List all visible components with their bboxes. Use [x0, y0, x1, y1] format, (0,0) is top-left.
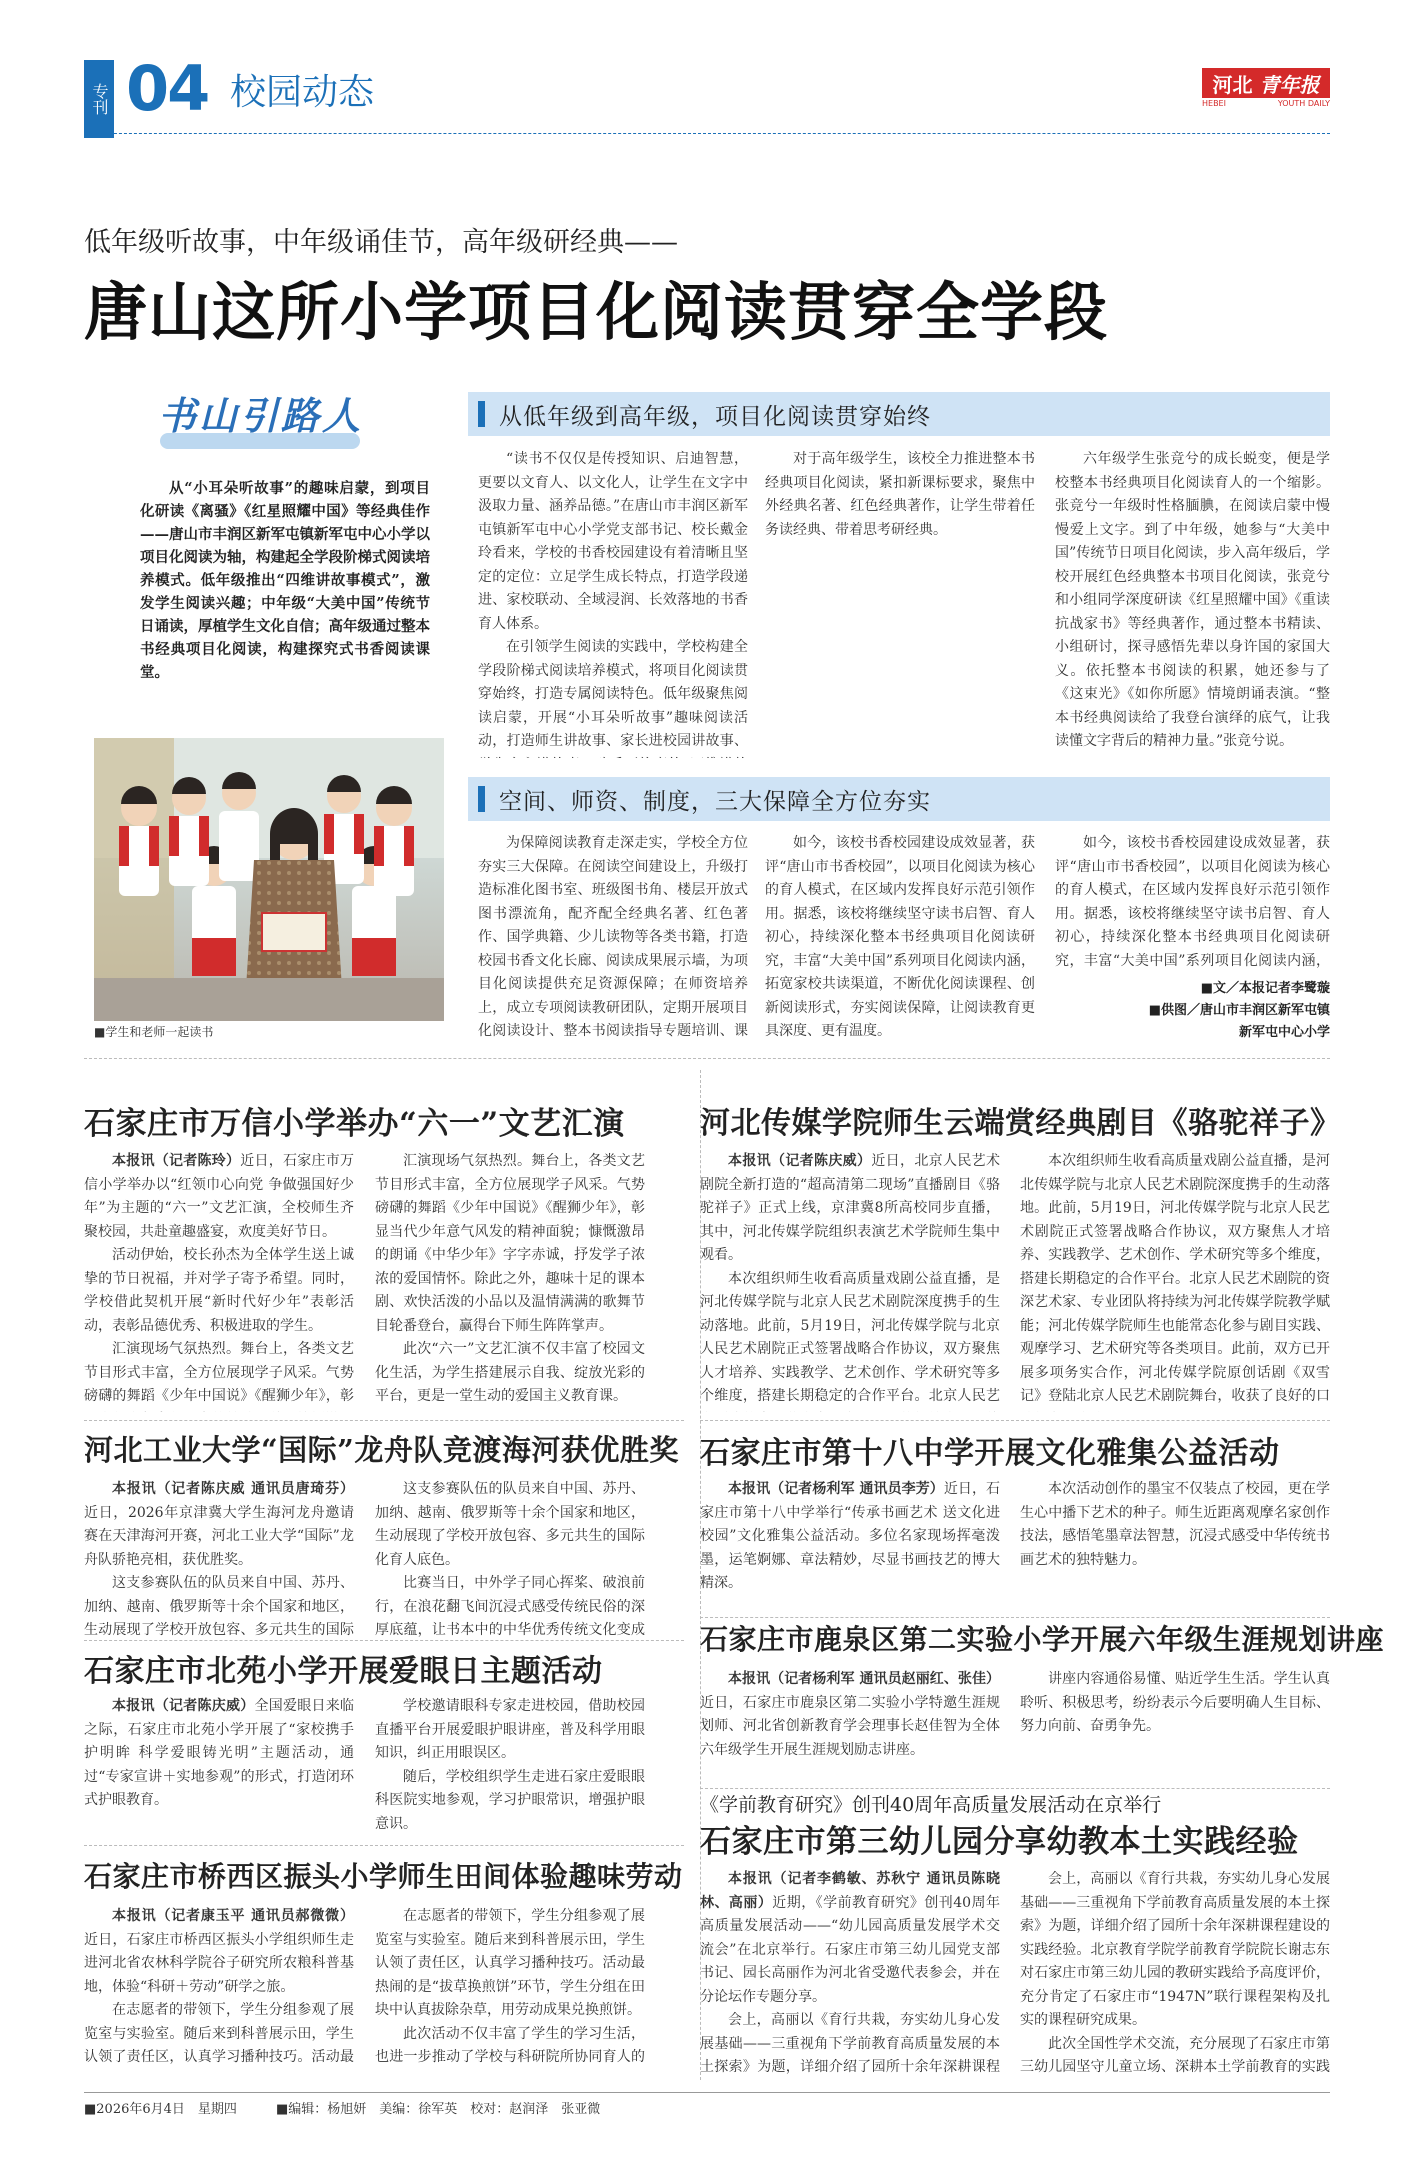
- logo-en2: YOUTH DAILY: [1277, 99, 1330, 108]
- article-title-luquan: 石家庄市鹿泉区第二实验小学开展六年级生涯规划讲座: [700, 1623, 1385, 1656]
- column-logo: [150, 385, 370, 455]
- lead-headline: 唐山这所小学项目化阅读贯穿全学段: [84, 275, 1108, 349]
- lead-photo: [94, 738, 444, 1021]
- article-body-qiaoxi-2: 在志愿者的带领下，学生分组参观了展览室与实验室。随后来到科普展示田，学生认领了责任区，认真学习播种技巧。活动最热闹的是“拔草换煎饼”环节，学生分组在田块中认真拔除杂草，用劳动成果兑换煎饼。 此次活动不仅丰富了学生的学习生活，也进一步推动了学校与科研院所协同育人的: [375, 1908, 645, 2065]
- article-kicker-kindergarten: 《学前教育研究》创刊40周年高质量发展活动在京举行: [700, 1794, 1162, 1816]
- sec2-column-2: 如今，该校书香校园建设成效显著，获评“唐山市书香校园”，以项目化阅读为核心的育人模式，在区域内发挥良好示范引领作用。据悉，该校将继续坚守读书启智、育人初心，持续深化整本书经典项目化阅读研究，丰富“大美中国”系列项目化阅读内涵，拓宽家校共读渠道，不断优化阅读课程、创新阅读形式，夯实阅读保障，让阅读教育更具深度、更有温度。: [765, 835, 1035, 1039]
- column-logo-text: 书山引路人: [158, 394, 364, 438]
- article-title-qiaoxi: 石家庄市桥西区振头小学师生田间体验趣味劳动: [84, 1860, 683, 1893]
- sec1-column-1: “读书不仅仅是传授知识、启迪智慧，更要以文育人、以文化人，让学生在文字中汲取力量、涵养品德。”在唐山市丰润区新军屯镇新军屯中心小学党支部书记、校长戴金玲看来，学校的书香校园建设有着清晰且坚定的定位：立足学生成长特点，打造学段递进、家校联动、全域浸润、长效落地的书香育人体系。 在引领学生阅读的实践中，学校构建全学段阶梯式阅读培养模式，将项目化阅读贯穿始终，打造专属阅读特色。低年级聚焦阅读启蒙，开展“小耳朵听故事”趣味阅读活动，打造师生讲故事、家长进校园讲故事、: [478, 451, 748, 749]
- logo-brand: 青年报: [1259, 72, 1320, 97]
- article-title-hbut: 河北工业大学“国际”龙舟队竞渡海河获优胜奖: [84, 1433, 679, 1467]
- logo-cn: 河北: [1212, 72, 1253, 97]
- divider-hbut: [84, 1640, 684, 1641]
- article-body-luquan-1: 本报讯（记者杨利军 通讯员赵丽红、张佳）近日，石家庄市鹿泉区第二实验小学特邀生涯规划师、河北省创新教育学会理事长赵佳智为全体六年级学生开展生涯规划励志讲座。: [700, 1671, 1000, 1758]
- section-bar-2: [468, 777, 1330, 821]
- section-title-1: 从低年级到高年级，项目化阅读贯穿始终: [499, 403, 931, 430]
- article-title-cuc: 河北传媒学院师生云端赏经典剧目《骆驼祥子》: [700, 1106, 1341, 1141]
- sec1-column-3: 六年级学生张竞兮的成长蜕变，便是学校整本书经典项目化阅读育人的一个缩影。张竞兮一年级时性格腼腆，在阅读启蒙中慢慢爱上文字。到了中年级，她参与“大美中国”传统节日项目化阅读，步入高年级后，学校开展红色经典整本书项目化阅读，张竞兮和小组同学深度研读《红星照耀中国》《重读抗战家书》等经典著作，通过整本书精读、小组研讨，探寻感悟先辈以身许国的家国大义。依托整本书阅读的积累，她还参与了《这束光》《如你所愿》情境朗诵表演。“整本书经典阅读给了我登台演绎的底气，让我读懂文字背后的精神力量。”张竞兮说。: [1055, 451, 1330, 749]
- credit-writer: ■文／本报记者李鹭璇: [1200, 981, 1330, 996]
- article-body-no18-1: 本报讯（记者杨利军 通讯员李芳）近日，石家庄市第十八中学举行“传承书画艺术 送文化进校园”文化雅集公益活动。多位名家现场挥毫泼墨，运笔婀娜、章法精妙，尽显书画技艺的博大精深。: [700, 1481, 1000, 1591]
- photo-caption: ■学生和老师一起读书: [94, 1025, 214, 1039]
- article-body-wanxin-1: 本报讯（记者陈玲）近日，石家庄市万信小学举办以“红领巾心向党 争做强国好少年”为主题的“六一”文艺汇演，全校师生齐聚校园，共赴童趣盛宴，欢度美好节日。 活动伊始，校长孙杰为全体学生送上诚挚的节日祝福，并对学子寄予希望。同时，学校借此契机开展“新时代好少年”表彰活动，表彰品德优秀、积极进取的学生。 汇演现场气氛热烈。舞台上，各类文艺节目形式丰富，全方位展现学子风采。气势磅礴的舞蹈《少年中国说》《醒狮少年》，彰: [84, 1153, 354, 1404]
- article-body-beiyuan-1: 本报讯（记者陈庆威）全国爱眼日来临之际，石家庄市北苑小学开展了“家校携手护明眸 科学爱眼铸光明”主题活动，通过“专家宣讲＋实地参观”的形式，打造闭环式护眼教育。: [84, 1698, 354, 1808]
- article-body-kindergarten-2: 会上，高丽以《育行共栽，夯实幼儿身心发展基础——三重视角下学前教育高质量发展的本土探索》为题，详细介绍了园所十余年深耕课程建设的实践经验。北京教育学院学前教育学院院长谢志东对石家庄市第三幼儿园的教研实践给予高度评价，充分肯定了石家庄市“1947N”联行课程架构及扎实的课程研究成果。 此次全国性学术交流，充分展现了石家庄市第三幼儿园坚守儿童立场、深耕本土学前教育的实践: [1020, 1871, 1330, 2075]
- article-body-qiaoxi-1: 本报讯（记者康玉平 通讯员郝微微）近日，石家庄市桥西区振头小学组织师生走进河北省农林科学院谷子研究所农粮科普基地，体验“科研＋劳动”研学之旅。 在志愿者的带领下，学生分组参观了展览室与实验室。随后来到科普展示田，学生认领了责任区，认真学习播种技巧。活动最: [84, 1908, 354, 2065]
- article-title-no18: 石家庄市第十八中学开展文化雅集公益活动: [700, 1436, 1280, 1471]
- students-reading-illustration: [94, 738, 444, 1021]
- header: [84, 52, 1324, 136]
- lead-kicker: 低年级听故事，中年级诵佳节，高年级研经典——: [84, 227, 678, 258]
- footer-rule: [84, 2092, 1330, 2093]
- section-bar-1: [468, 392, 1330, 436]
- newspaper-logo: [1202, 68, 1330, 108]
- sec2-column-1: 为保障阅读教育走深走实，学校全方位夯实三大保障。在阅读空间建设上，升级打造标准化图书室、班级图书角、楼层开放式图书漂流角，配齐配全经典名著、红色著作、国学典籍、少儿读物等各类书籍，打造校园书香文化长廊、阅读成果展示墙，为项目化阅读提供充足资源保障；在师资培养上，成立专项阅读教研团队，定期开展项目化阅读设计、整本书阅读指导专题培训、课: [478, 835, 748, 1039]
- article-body-no18-2: 本次活动创作的墨宝不仅装点了校园，更在学生心中播下艺术的种子。师生近距离观摩名家创作技法，感悟笔墨章法智慧，沉浸式感受中华传统书画艺术的独特魅力。: [1020, 1481, 1330, 1568]
- logo-en1: HEBEI: [1202, 99, 1226, 108]
- divider-wanxin: [84, 1420, 684, 1421]
- divider-cuc: [700, 1420, 1330, 1421]
- header-tab: 专刊: [84, 60, 114, 138]
- article-body-beiyuan-2: 学校邀请眼科专家走进校园，借助校园直播平台开展爱眼护眼讲座，普及科学用眼知识，纠正用眼误区。 随后，学校组织学生走进石家庄爱眼眼科医院实地参观，学习护眼常识，增强护眼意识。: [375, 1698, 645, 1832]
- article-body-luquan-2: 讲座内容通俗易懂、贴近学生生活。学生认真聆听、积极思考，纷纷表示今后要明确人生目标、努力向前、奋勇争先。: [1020, 1671, 1330, 1734]
- article-body-hbut-1: 本报讯（记者陈庆威 通讯员唐琦芬）近日，2026年京津冀大学生海河龙舟邀请赛在天津海河开赛，河北工业大学“国际”龙舟队骄艳亮相，获优胜奖。 这支参赛队伍的队员来自中国、苏丹、加纳、越南、俄罗斯等十余个国家和地区，生动展现了学校开放包容、多元共生的国际: [84, 1481, 354, 1638]
- article-title-wanxin: 石家庄市万信小学举办“六一”文艺汇演: [84, 1106, 625, 1142]
- divider-luquan: [700, 1788, 1330, 1789]
- lead-summary: 从“小耳朵听故事”的趣味启蒙，到项目化研读《离骚》《红星照耀中国》等经典佳作——唐山市丰润区新军屯镇新军屯中心小学以项目化阅读为轴，构建起全学段阶梯式阅读培养模式。低年级推出“四维讲故事模式”，激发学生阅读兴趣；中年级“大美中国”传统节日诵读，厚植学生文化自信；高年级通过整本书经典项目化阅读，构建探究式书香阅读课堂。: [140, 480, 430, 681]
- article-body-cuc-1: 本报讯（记者陈庆威）近日，北京人民艺术剧院全新打造的“超高清第二现场”直播剧目《骆驼祥子》正式上线，京津冀8所高校同步直播，其中，河北传媒学院组织表演艺术学院师生集中观看。 本次组织师生收看高质量戏剧公益直播，是河北传媒学院与北京人民艺术剧院深度携手的生动落地。此前，5月19日，河北传媒学院与北京人民艺术剧院正式签署战略合作协议，双方聚焦人才培养、实践教学、艺术创作、学术研究等多个维度，搭建长期稳定的合作平台。北京人民艺: [700, 1153, 1000, 1404]
- credit-photo-source: 新军屯中心小学: [1238, 1025, 1330, 1040]
- article-title-beiyuan: 石家庄市北苑小学开展爱眼日主题活动: [84, 1654, 603, 1689]
- sec2-column-3: 如今，该校书香校园建设成效显著，获评“唐山市书香校园”，以项目化阅读为核心的育人模式，在区域内发挥良好示范引领作用。据悉，该校将继续坚守读书启智、育人初心，持续深化整本书经典项目化阅读研究，丰富“大美中国”系列项目化阅读内涵，: [1055, 835, 1330, 969]
- section-title-2: 空间、师资、制度，三大保障全方位夯实: [499, 788, 931, 815]
- article-title-kindergarten: 石家庄市第三幼儿园分享幼教本土实践经验: [700, 1824, 1299, 1860]
- article-body-cuc-2: 本次组织师生收看高质量戏剧公益直播，是河北传媒学院与北京人民艺术剧院深度携手的生动落地。此前，5月19日，河北传媒学院与北京人民艺术剧院正式签署战略合作协议，双方聚焦人才培养、实践教学、艺术创作、学术研究等多个维度，搭建长期稳定的合作平台。北京人民艺术剧院的资深艺术家、专业团队将持续为河北传媒学院教学赋能；河北传媒学院师生也能常态化参与剧目实践、观摩学习、艺术研究等各类项目。此前，双方已开展多项务实合作，河北传媒学院原创话剧《双雪记》登陆北京人民艺术剧院舞台，收获了良好的口: [1020, 1153, 1330, 1404]
- credit-photo: ■供图／唐山市丰润区新军屯镇: [1148, 1003, 1330, 1018]
- article-body-kindergarten-1: 本报讯（记者李鹤敏、苏秋宁 通讯员陈晓林、高丽）近期，《学前教育研究》创刊40周年高质量发展活动——“幼儿园高质量发展学术交流会”在北京举行。石家庄市第三幼儿园党支部书记、园长高丽作为河北省受邀代表参会，并在分论坛作专题分享。 会上，高丽以《育行共栽，夯实幼儿身心发展基础——三重视角下学前教育高质量发展的本土探索》为题，详细介绍了园所十余年深耕课程: [700, 1871, 1000, 2075]
- header-rule: [84, 133, 1330, 134]
- footer-editor: ■编辑：杨旭妍 美编：徐军英 校对：赵润泽 张亚微: [276, 2102, 601, 2117]
- article-body-wanxin-2: 汇演现场气氛热烈。舞台上，各类文艺节目形式丰富，全方位展现学子风采。气势磅礴的舞蹈《少年中国说》《醒狮少年》，彰显当代少年意气风发的精神面貌；慷慨激昂的朗诵《中华少年》字字赤诚，抒发学子浓浓的爱国情怀。除此之外，趣味十足的课本剧、欢快活泼的小品以及温情满满的歌舞节目轮番登台，赢得台下师生阵阵掌声。 此次“六一”文艺汇演不仅丰富了校园文化生活，为学生搭建展示自我、绽放光彩的平台，更是一堂生动的爱国主义教育课。: [375, 1153, 645, 1404]
- divider-beiyuan: [84, 1845, 684, 1846]
- article-body-hbut-2: 这支参赛队伍的队员来自中国、苏丹、加纳、越南、俄罗斯等十余个国家和地区，生动展现了学校开放包容、多元共生的国际化育人底色。 比赛当日，中外学子同心挥桨、破浪前行，在浪花翻飞间沉浸式感受传统民俗的深厚底蕴，让书本中的中华优秀传统文化变成: [375, 1481, 645, 1638]
- page-number: 04: [126, 52, 209, 125]
- sec1-column-2: 对于高年级学生，该校全力推进整本书经典项目化阅读，紧扣新课标要求，聚焦中外经典名著、红色经典著作，让学生带着任务读经典、带着思考研经典。: [765, 451, 1035, 538]
- section-name: 校园动态: [230, 72, 375, 113]
- divider-lead: [84, 1058, 1330, 1059]
- footer-date: ■2026年6月4日 星期四: [84, 2102, 237, 2117]
